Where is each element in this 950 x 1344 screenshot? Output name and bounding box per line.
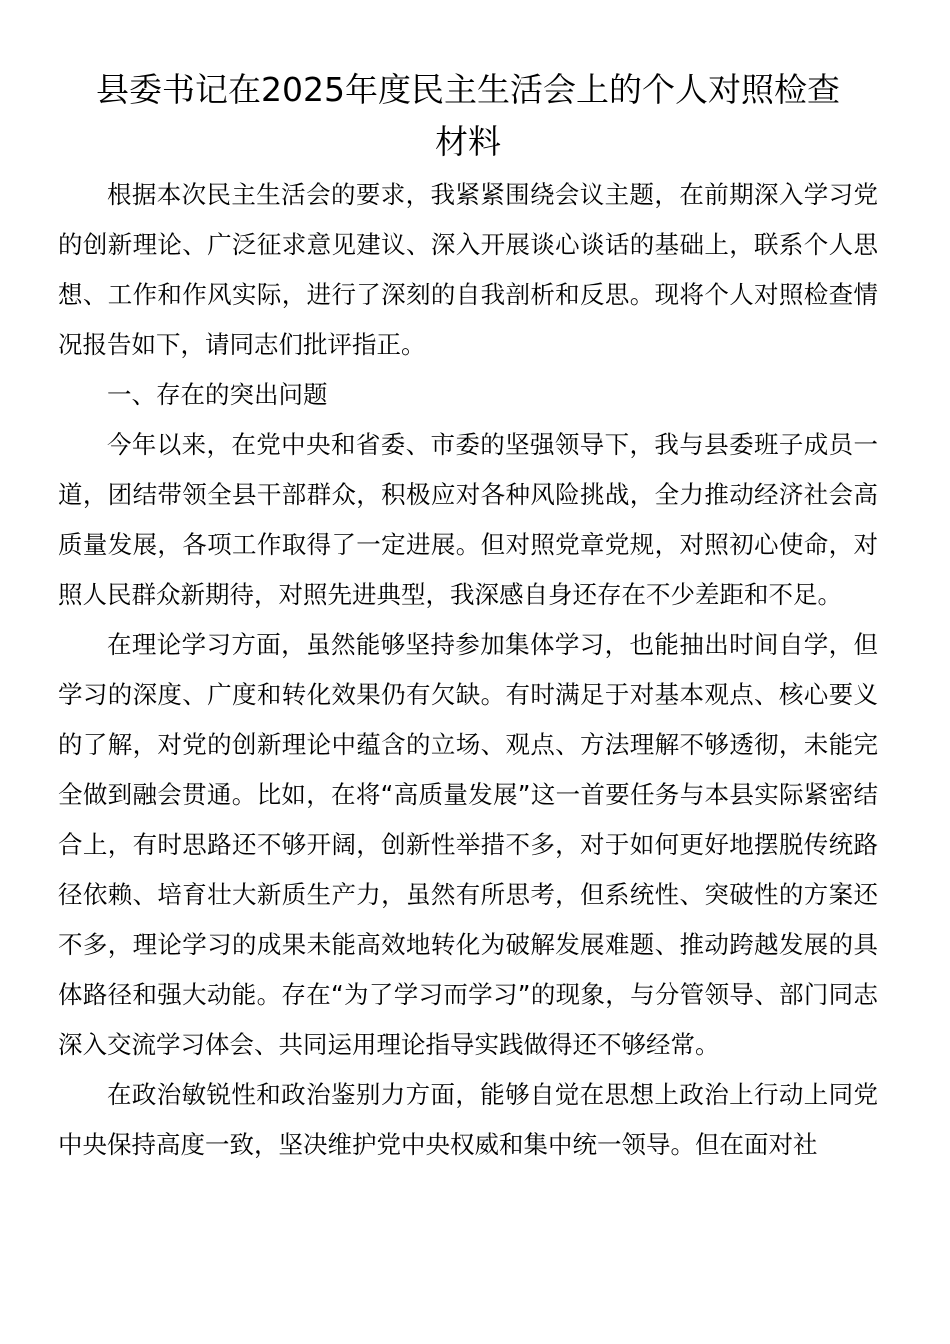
document-page: [58, 64, 878, 1170]
paragraph-overview: 今年以来，在党中央和省委、市委的坚强领导下，我与县委班子成员一道，团结带领全县干部群众，积极应对各种风险挑战，全力推动经济社会高质量发展，各项工作取得了一定进展。但对照党章党规，对照初心使命，对照人民群众新期待，对照先进典型，我深感自身还存在不少差距和不足。: [58, 430, 878, 609]
title-line-1: 县委书记在2025年度民主生活会上的个人对照检查: [96, 70, 840, 109]
paragraph-political-sensitivity: 在政治敏锐性和政治鉴别力方面，能够自觉在思想上政治上行动上同党中央保持高度一致，坚决维护党中央权威和集中统一领导。但在面对社: [58, 1080, 878, 1159]
section-heading-problems: 一、存在的突出问题: [107, 380, 328, 409]
title-line-2: 材料: [435, 122, 501, 161]
document-title: [58, 64, 878, 168]
paragraph-theory-study: 在理论学习方面，虽然能够坚持参加集体学习，也能抽出时间自学，但学习的深度、广度和转化效果仍有欠缺。有时满足于对基本观点、核心要义的了解，对党的创新理论中蕴含的立场、观点、方法理解不够透彻，未能完全做到融会贯通。比如，在将“高质量发展”这一首要任务与本县实际紧密结合上，有时思路还不够开阔，创新性举措不多，对于如何更好地摆脱传统路径依赖、培育壮大新质生产力，虽然有所思考，但系统性、突破性的方案还不多，理论学习的成果未能高效地转化为破解发展难题、推动跨越发展的具体路径和强大动能。存在“为了学习而学习”的现象，与分管领导、部门同志深入交流学习体会、共同运用理论指导实践做得还不够经常。: [58, 630, 878, 1059]
paragraph-intro: 根据本次民主生活会的要求，我紧紧围绕会议主题，在前期深入学习党的创新理论、广泛征求意见建议、深入开展谈心谈话的基础上，联系个人思想、工作和作风实际，进行了深刻的自我剖析和反思。现将个人对照检查情况报告如下，请同志们批评指正。: [58, 180, 878, 359]
